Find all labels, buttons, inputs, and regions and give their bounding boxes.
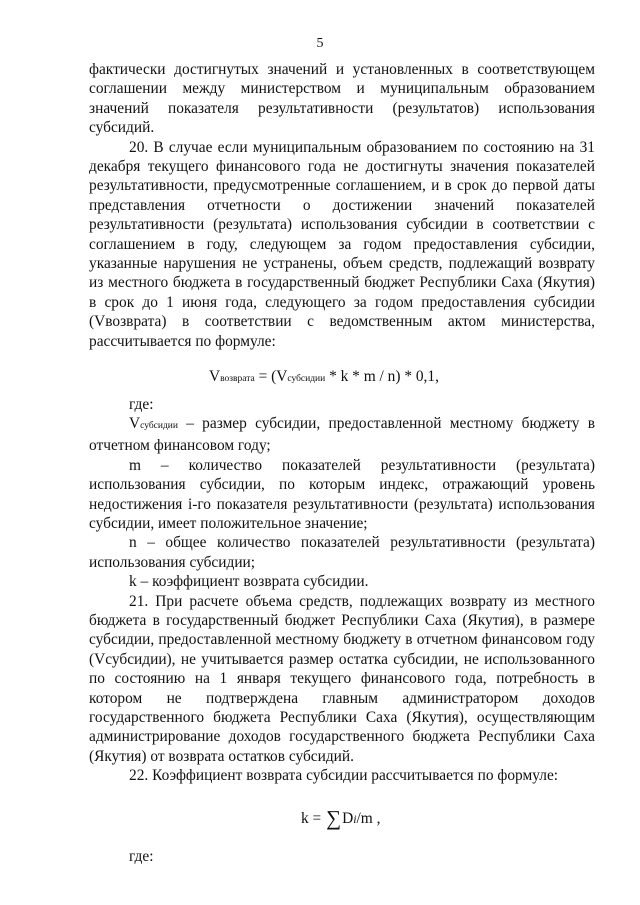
definition-m: m – количество показателей результативности (результата) использования субсидии, по которым индекс, отражающий уровень недостижения i-го показателя результативности (результата) использования субсидии, имеет положительное значение; — [89, 456, 595, 532]
formula2-lhs: k = — [301, 809, 326, 827]
definition-n: n – общее количество показателей результативности (результата) использования субсидии; — [89, 534, 595, 571]
def-v-sub: субсидии — [140, 420, 178, 431]
formula-eq-open: = (V — [254, 368, 288, 386]
definition-v-subsidii — [89, 414, 595, 456]
formula2-rest: /m , — [356, 809, 381, 827]
formula-sub-subsidii: субсидии — [287, 374, 326, 385]
formula-return-volume — [89, 367, 595, 389]
paragraph-continuation: фактически достигнутых значений и установленных в соответствующем соглашении между министерством и муниципальным образованием значений показателя результативности (результатов) использования субсидий. — [89, 61, 595, 137]
where-label: где: — [129, 395, 154, 413]
document-body — [89, 60, 595, 866]
paragraph-22: 22. Коэффициент возврата субсидии рассчитывается по формуле: — [129, 767, 559, 785]
formula-coefficient — [89, 805, 595, 830]
sum-symbol: ∑ — [326, 805, 342, 830]
paragraph-20: 20. В случае если муниципальным образованием по состоянию на 31 декабря текущего финансового года не достигнуты значения показателей результативности, предусмотренные соглашением, и в срок до первой даты представления отчетности о достижении значений показателей результативности (результата) использования субсидии в соответствии с соглашением в году, следующем за годом предоставления субсидии, указанные нарушения не устранены, объем средств, подлежащий возврату из местного бюджета в государственный бюджет Республики Саха (Якутия) в срок до 1 июня года, следующего за годом предоставления субсидии (Vвозврата) в соответствии с ведомственным актом министерства, рассчитывается по формуле: — [89, 138, 595, 350]
formula-sub-vozvrata: возврата — [220, 374, 255, 385]
def-v-symbol: V — [129, 414, 141, 432]
formula2-d: D — [342, 809, 354, 827]
formula-rest: * k * m / n) * 0,1, — [325, 368, 439, 386]
paragraph-21: 21. При расчете объема средств, подлежащих возврату из местного бюджета в государственный бюджет Республики Саха (Якутия), в размере субсидии, предоставленной местному бюджету в отчетном финансовом году (Vсубсидии), не учитывается размер остатка субсидии, не использованного по состоянию на 1 января текущего финансового года, потребность в котором не подтверждена главным администратором доходов государственного бюджета Республики Саха (Якутия), осуществляющим администрирование доходов государственного бюджета Республики Саха (Якутия) от возврата остатков субсидий. — [89, 592, 595, 765]
where-label-2: где: — [129, 848, 154, 866]
def-v-text: – размер субсидии, предоставленной местному бюджету в отчетном финансовом году; — [89, 414, 595, 455]
formula-v: V — [209, 368, 221, 386]
definition-k: k – коэффициент возврата субсидии. — [129, 573, 369, 591]
page-number: 5 — [316, 36, 324, 51]
formula2-i: i — [353, 811, 357, 826]
